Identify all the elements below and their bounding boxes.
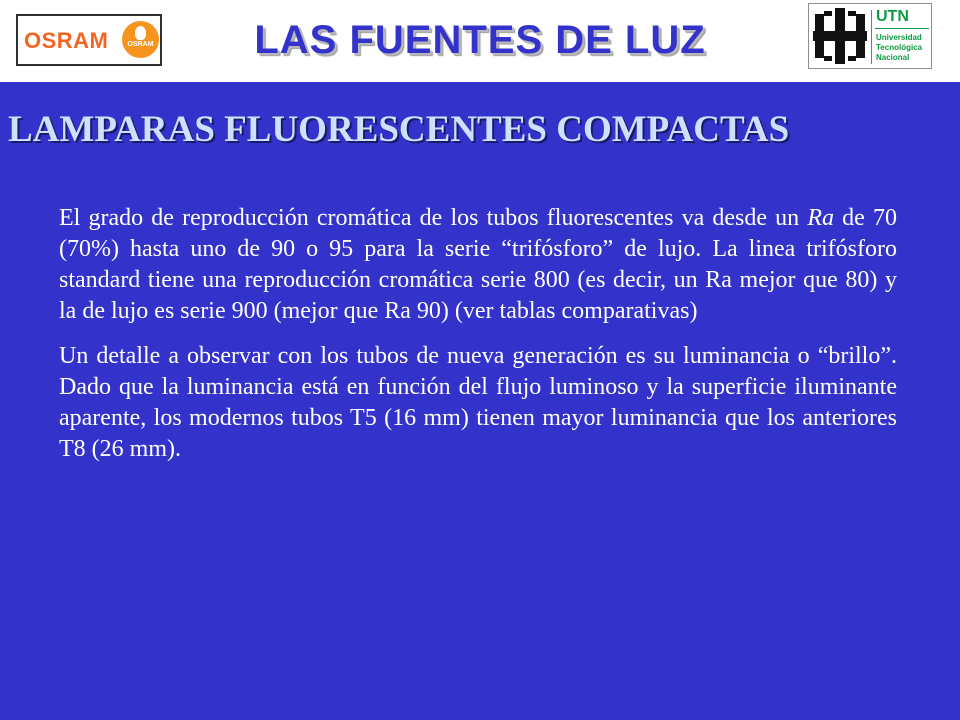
page-title: LAS FUENTES DE LUZ: [254, 18, 706, 62]
paragraph-1-part-1: El grado de reproducción cromática de los tubos fluorescentes va desde un: [59, 205, 808, 231]
utn-emblem-icon: [813, 8, 867, 64]
utn-abbrev: UTN: [876, 8, 909, 25]
utn-line-2: Tecnológica: [876, 43, 923, 52]
osram-badge-text: OSRAM: [127, 41, 154, 48]
ra-italic: Ra: [807, 205, 835, 231]
utn-divider: [871, 10, 872, 64]
utn-line-3: Nacional: [876, 53, 910, 62]
slide-subtitle: LAMPARAS FLUORESCENTES COMPACTAS: [8, 109, 790, 150]
osram-wordmark: OSRAM: [24, 28, 109, 53]
paragraph-1-part-2: de 70 (70%) hasta uno de 90 o 95 para la serie “trifósforo” de lujo. La linea trifósforo standard tiene una reproducción cromática serie 800 (es decir, un Ra mejor que 80) y la de lujo es serie 900 (mejor que Ra 90) (ver tablas comparativas): [59, 205, 897, 324]
paragraph-2: Un detalle a observar con los tubos de nueva generación es su luminancia o “brillo”. Dado que la luminancia está en función del flujo luminoso y la superficie iluminante aparente, los modernos tubos T5 (16 mm) tienen mayor luminancia que los anteriores T8 (26 mm).: [59, 343, 897, 462]
header-bar: [0, 0, 960, 82]
utn-logo: [808, 3, 932, 69]
utn-underline: [875, 28, 929, 29]
slide-body: [59, 203, 897, 465]
paragraph-1: [59, 203, 897, 327]
utn-line-1: Universidad: [876, 33, 922, 42]
